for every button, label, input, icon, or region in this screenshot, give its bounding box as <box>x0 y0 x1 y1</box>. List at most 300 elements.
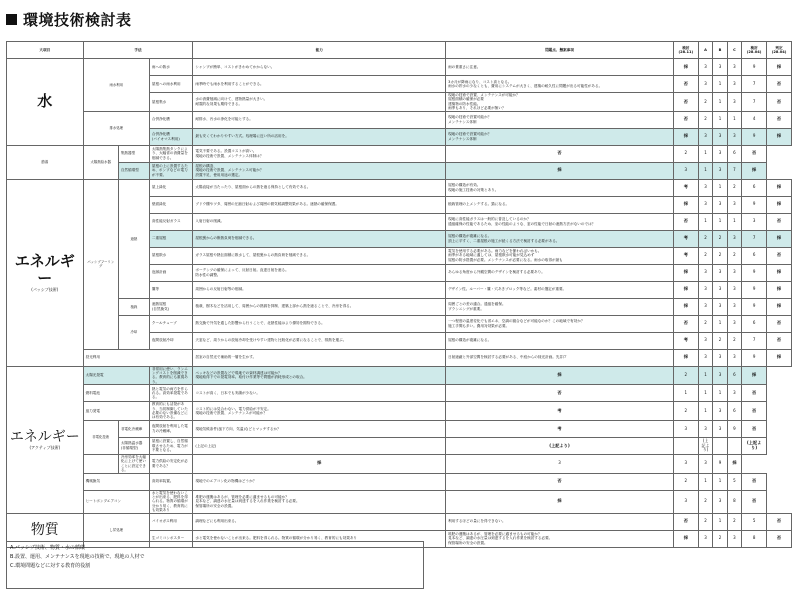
eval-cell: 採 <box>446 162 674 179</box>
eval-cell: 否 <box>673 93 698 112</box>
ability-cell: 高効率装置。 <box>149 473 192 490</box>
score-total-cell: 6 <box>727 402 741 421</box>
judgement-cell: 採 <box>767 264 792 281</box>
header-category: 大項目 <box>7 42 84 59</box>
ability-cell: 天窓など、周りからの放射冷却を受けやすい建物と比較化が必要になることで、排熱を運ぶ。 <box>193 332 446 349</box>
method-cell: 太陽熱温水器(非循環型) <box>118 437 149 454</box>
score-total-cell: 6 <box>742 179 767 196</box>
table-row <box>7 145 792 162</box>
issue-cell: コストが高く、日本でも実績が少ない。 <box>193 385 446 402</box>
score-c-cell: 3 <box>727 349 741 366</box>
score-c-cell: 3 <box>727 281 741 298</box>
score-c-cell: 3 <box>727 128 741 145</box>
score-c-cell: 2 <box>727 332 741 349</box>
group-label: エネルギー <box>9 429 80 446</box>
score-total-cell: 3 <box>727 385 741 402</box>
eval-cell: 考 <box>673 332 698 349</box>
table-row <box>7 420 792 437</box>
score-a-cell: 1 <box>698 213 712 230</box>
issue-cell: コスト的には見合わない。電力供給が不安定。 現地の技術で設置、メンテナンスが可能か？ <box>193 402 446 421</box>
judgement-cell: 採 <box>767 230 792 247</box>
score-c-cell: 2 <box>727 179 741 196</box>
score-a-cell: 2 <box>673 145 698 162</box>
eval-cell: 採 <box>673 128 698 145</box>
score-c-cell: 3 <box>727 59 741 76</box>
ability-cell: 冷房効率を大幅化に上げて使いことに設定できる。 <box>118 454 149 473</box>
score-c-cell: 1 <box>727 213 741 230</box>
score-b-cell: 2 <box>713 247 727 264</box>
score-c-cell: 3 <box>713 490 727 513</box>
score-b-cell: 1 <box>713 76 727 93</box>
judgement-cell: 否 <box>767 213 792 230</box>
score-a-cell: 2 <box>698 230 712 247</box>
method-cell: 壁面緑化 <box>149 196 192 213</box>
score-a-cell: 3 <box>698 196 712 213</box>
score-a-cell: 3 <box>673 420 698 437</box>
score-a-cell: 3 <box>698 128 712 145</box>
eval-cell: 考 <box>673 247 698 264</box>
judgement-cell: 採 <box>767 179 792 196</box>
issue-cell: ベッキなどの設置などで現地での資材調達は可能か？ 現地取得下での発電効率。取付け作業等で問題が消耗形成との取合。 <box>193 366 446 385</box>
score-a-cell: 2 <box>673 473 698 490</box>
judgement-cell: 否 <box>767 530 792 547</box>
group-cell <box>118 179 149 298</box>
score-a-cell: 1 <box>673 385 698 402</box>
score-c-cell: 3 <box>727 196 741 213</box>
ability-cell: 非常用に使い、ランニングコストを削減できる。教育的にも重視あり。 <box>149 366 192 385</box>
score-b-cell: 1 <box>713 213 727 230</box>
issue-cell: デザイン性。ルーバー・簾・穴あきブロック等など。素材の選定が重要。 <box>446 281 674 298</box>
group-cell <box>83 59 149 112</box>
score-b-cell: 3 <box>713 264 727 281</box>
score-b-cell: 3 <box>698 420 712 437</box>
group-cell <box>7 59 84 146</box>
ability-cell: 調理などにも利用出来る。 <box>193 513 446 530</box>
score-c-cell: 3 <box>727 315 741 332</box>
table-row <box>7 111 792 128</box>
judgement-cell: 否 <box>767 513 792 530</box>
score-c-cell: 3 <box>727 298 741 315</box>
issue-cell: 現地でのエアコン化の物機はどうか？ <box>193 473 446 490</box>
method-cell: 昼光利用 <box>83 349 193 366</box>
header-judgement: 判定(28.04) <box>767 42 792 59</box>
score-total-cell: 6 <box>742 247 767 264</box>
table-row <box>7 349 792 366</box>
ability-cell: シャンプが簡単、コストがきわめてかからない。 <box>193 59 446 76</box>
method-cell: バイオガス利用 <box>149 513 192 530</box>
table-row <box>7 513 792 530</box>
issue-cell: 周囲ごとの差の適合。通風を確保。 プランニングが重要。 <box>446 298 674 315</box>
score-b-cell: 2 <box>698 490 712 513</box>
group-cell <box>83 420 118 454</box>
group-label: パッシブフーリング <box>87 260 115 269</box>
score-b-cell: 1 <box>713 93 727 112</box>
judgement-cell: 否 <box>742 385 767 402</box>
score-c-cell: 3 <box>727 93 741 112</box>
score-total-cell: 8 <box>742 530 767 547</box>
table-row <box>7 437 792 454</box>
judgement-cell: 採 <box>767 349 792 366</box>
score-a-cell: 3 <box>446 454 674 473</box>
score-b-cell: 1 <box>713 179 727 196</box>
score-total-cell: 6 <box>727 145 741 162</box>
score-total-cell: 9 <box>742 264 767 281</box>
group-label: 雨水利用 <box>109 82 124 87</box>
ability-cell: 水の消費削減に向けて、建物熱量が大きい。 耐震的な効果も期待できる。 <box>193 93 446 112</box>
legend-item-c: C.環境問題などに対する教育的役割 <box>10 563 91 569</box>
method-cell: 自然循環型 <box>118 162 149 179</box>
score-a-cell: 2 <box>673 366 698 385</box>
score-a-cell: 2 <box>698 247 712 264</box>
group-label: し尿処理 <box>109 528 124 533</box>
score-b-cell: 2 <box>713 332 727 349</box>
score-a-cell: 3 <box>698 264 712 281</box>
judgement-cell: 採 <box>767 281 792 298</box>
judgement-cell: (上記より) <box>742 437 767 454</box>
eval-cell: 否 <box>446 385 674 402</box>
judgement-cell: 否 <box>767 93 792 112</box>
ability-cell: 耐排水、汚水の浄化を可能とする。 <box>193 111 446 128</box>
score-c-cell: 3 <box>713 420 727 437</box>
score-a-cell: 3 <box>698 281 712 298</box>
score-a-cell: 2 <box>698 315 712 332</box>
method-cell: 燃料電池 <box>83 385 149 402</box>
score-c-cell: 3 <box>727 230 741 247</box>
ability-cell: ブドウ棚やツタ、周囲の圧縮日射および周囲の微気候調整効果がある。遮熱の確保保護。 <box>193 196 446 213</box>
ability-cell: 水と電気を使わないことが出来る、肥料を得られる。物質の循環が分かり易く、教育的にも効果あり <box>149 490 192 513</box>
score-total-cell: 4 <box>742 111 767 128</box>
method-cell: 庇縁計画 <box>149 264 192 281</box>
score-total-cell: 8 <box>727 490 741 513</box>
score-c-cell: 1 <box>713 473 727 490</box>
legend-item-a: A.パッシブ技術、物質・水の循環 <box>10 545 85 551</box>
issue-cell: 堆肥の運搬はあるが、管理を必要に適ませるもの可能か？ 見本など、調達の水圧量は到達するを入れ作業を検討する必要。 保管場所の安全の設置。 <box>446 530 674 547</box>
judgement-cell: 採 <box>767 128 792 145</box>
page-title <box>6 9 132 29</box>
method-cell: 屋根への雨水利用 <box>149 76 192 93</box>
header-b: B <box>713 42 727 59</box>
judgement-cell: 採 <box>767 196 792 213</box>
score-total-cell <box>727 437 741 454</box>
ability-cell: 居室の自然光で補助的一層を生かす。 <box>193 349 446 366</box>
group-sublabel: (パッシブ技術) <box>31 287 59 293</box>
score-a-cell: 3 <box>673 490 698 513</box>
method-cell: 集熱器型 <box>118 145 149 162</box>
technology-table <box>6 41 792 548</box>
score-a-cell: 3 <box>698 59 712 76</box>
title-square-icon <box>6 14 17 25</box>
group-label: 節湯 <box>41 160 49 165</box>
score-total-cell: 7 <box>727 162 741 179</box>
group-label: 非電化技術 <box>92 435 110 440</box>
group-cell <box>118 315 149 349</box>
score-b-cell: 3 <box>713 128 727 145</box>
ability-cell: ガラス屋根や熱伝面積に散水して、屋根裏からの熱負荷を削減できる。 <box>193 247 446 264</box>
table-row <box>7 454 792 473</box>
issue-cell: 3カ月が降雨になり、コスト高となる。 雨水の貯水の少なくとも、費用にシステムが大きく、建築の耐久性に問題が出る可能性がある。 <box>446 76 674 93</box>
ability-cell: ポーデンツの確保によって、反射日射。直達日射を遮る。 防水性の調整。 <box>193 264 446 281</box>
method-cell: 合併浄化槽 (バイオマス利用) <box>149 128 192 145</box>
group-label: 植栽 <box>130 304 138 309</box>
method-cell: クールチューブ <box>149 315 192 332</box>
table-row <box>7 179 792 196</box>
method-cell: 夜間放射冷却 <box>149 332 192 349</box>
ability-cell: 太陽熱集熱タンクにより、大幅省の消費量を削減できる。 <box>149 145 192 162</box>
score-b-cell: 2 <box>713 530 727 547</box>
judgement-cell: 否 <box>767 332 792 349</box>
score-c-cell: 3 <box>713 366 727 385</box>
issue-cell: 現地気候条件(風下方向、気温)などとマッチするか？ <box>193 420 446 437</box>
eval-cell: 否 <box>673 76 698 93</box>
score-a-cell: 3 <box>698 76 712 93</box>
ability-cell: 屋根の上に設置するため、ポンプなどの電力が不要。 <box>149 162 192 179</box>
judgement-cell: 否 <box>767 111 792 128</box>
method-cell: 雨への散水 <box>149 59 192 76</box>
judgement-cell: 否 <box>742 490 767 513</box>
score-a-cell <box>673 437 698 454</box>
score-b-cell: (上記より) <box>698 437 712 454</box>
group-label: 水 <box>37 92 53 111</box>
issue-cell: 日射遮蔽と外部空間を検討する必要がある、中庭からの採光計画。先井戸 <box>446 349 674 366</box>
score-total-cell: 5 <box>742 513 767 530</box>
score-b-cell: 3 <box>713 349 727 366</box>
legend-item-b: B.設置、運用、メンテナンスを現地の技術で、現地の人材で <box>10 554 145 560</box>
ability-cell: 屋根に設置し、自然循環させるため、電力が不要となる。 <box>149 437 192 454</box>
group-cell <box>7 179 84 366</box>
issue-cell: 屋根の構造が有効。 現地の施工技術の対策とあり。 <box>446 179 674 196</box>
score-b-cell: 3 <box>713 196 727 213</box>
score-b-cell: 3 <box>713 298 727 315</box>
issue-cell: 電気不要である。設置コストが高い。 現地の技術で設置、メンテナンス体制は？ <box>193 145 446 162</box>
ability-cell: 熱と電気の両方を作られる。高効率発電である。 <box>149 385 192 402</box>
group-label: 物質 <box>30 522 59 539</box>
score-total-cell: 9 <box>742 59 767 76</box>
score-a-cell: 2 <box>673 402 698 421</box>
eval-cell: 採 <box>673 59 698 76</box>
judgement-cell: 否 <box>742 402 767 421</box>
method-cell: ヒートポンプエアコン <box>83 490 149 513</box>
score-a-cell: 3 <box>698 332 712 349</box>
method-cell: 高性能反射ガラス <box>149 213 192 230</box>
eval-cell: 採 <box>673 530 698 547</box>
judgement-cell: 採 <box>767 59 792 76</box>
score-total-cell: 9 <box>742 128 767 145</box>
issue-cell: 現地の技術で設置可能か？ メンテナンス体制 <box>446 111 674 128</box>
method-cell <box>83 454 118 473</box>
group-cell <box>83 111 149 145</box>
score-total-cell: 9 <box>713 454 727 473</box>
score-total-cell: 7 <box>742 332 767 349</box>
score-c-cell: 1 <box>727 111 741 128</box>
score-c-cell <box>713 437 727 454</box>
table-row <box>7 315 792 332</box>
score-b-cell: 1 <box>698 385 712 402</box>
ability-cell: 周囲からの反射日射等の削減。 <box>193 281 446 298</box>
header-eval1: 検討(28.11) <box>673 42 698 59</box>
issue-cell: 電力供給の安定化が必要である？ <box>149 454 192 473</box>
score-c-cell: 3 <box>713 162 727 179</box>
method-cell: 風力発電 <box>83 402 149 421</box>
ability-cell: 教育的にも活発があり、当初制御していた必要のない設備などには有効である。 <box>149 402 192 421</box>
header-issues: 問題点、懸案事項 <box>446 42 674 59</box>
score-c-cell: 3 <box>698 454 712 473</box>
judgement-cell: 否 <box>767 76 792 93</box>
score-total-cell: 5 <box>727 473 741 490</box>
issue-cell: 一つ程度の温度変化でも省エネ、空調の割合などが可能なのか？この地域で有効か？ 施工手間も多い。費用対効果が必要。 <box>446 315 674 332</box>
ability-cell: 夜間放射を利用した電力の冷蔵庫。 <box>149 420 192 437</box>
eval-cell: 否 <box>673 111 698 128</box>
issue-cell: 現地の技術で設置、メンテナンスが可能か？ 屋根面積の確保が必要 建築物の防水性能。 雨季もあり、それほど必要が無い？ <box>446 93 674 112</box>
table-header-row <box>7 42 792 59</box>
score-c-cell: 2 <box>727 513 741 530</box>
title-text: 環境技術検討表 <box>23 10 132 29</box>
score-c-cell: 1 <box>713 385 727 402</box>
score-b-cell: 3 <box>713 59 727 76</box>
group-label: 遮熱 <box>130 236 138 241</box>
score-total-cell: 3 <box>742 213 767 230</box>
table-row <box>7 385 792 402</box>
issue-cell: 現地の技術で設置可能か？ メンテナンス体制 <box>446 128 674 145</box>
ability-cell: 入射日射の削減。 <box>193 213 446 230</box>
score-b-cell: 3 <box>673 454 698 473</box>
eval-cell: 考 <box>673 179 698 196</box>
eval-cell: (上記より) <box>446 437 674 454</box>
method-cell: 二重屋根 <box>149 230 192 247</box>
score-total-cell: 9 <box>742 196 767 213</box>
issue-cell: 雨の貴重さに注意。 <box>446 59 674 76</box>
header-method: 手法 <box>83 42 193 59</box>
score-total-cell: 6 <box>742 315 767 332</box>
table-row <box>7 473 792 490</box>
ability-cell: 水と電気を使わないことが出来る。肥料を得られる。物質の循環が分かり易く、教育的にも効果あり <box>193 530 446 547</box>
score-total-cell: 9 <box>742 349 767 366</box>
table-row <box>7 298 792 315</box>
score-a-cell: 3 <box>673 162 698 179</box>
ability-cell: 太陽直接が当たったり、屋根面からの熱を遮る保持として有効である。 <box>193 179 446 196</box>
eval-cell: 否 <box>673 315 698 332</box>
score-total-cell: 9 <box>742 281 767 298</box>
judgement-cell: 採 <box>742 366 767 385</box>
ability-cell: 雨季時でも雨水を利用することができる。 <box>193 76 446 93</box>
eval-cell: 採 <box>193 454 446 473</box>
eval-cell: 考 <box>673 230 698 247</box>
score-b-cell: 1 <box>698 145 712 162</box>
eval-cell: 採 <box>446 366 674 385</box>
group-cell <box>83 179 118 349</box>
score-total-cell: 6 <box>727 366 741 385</box>
issue-cell: (上記の上記) <box>193 437 446 454</box>
issue-cell: 植栽管理の上メンテする。猫になる。 <box>446 196 674 213</box>
group-cell <box>7 366 84 513</box>
judgement-cell: 否 <box>767 315 792 332</box>
table-row <box>7 366 792 385</box>
judgement-cell: 採 <box>742 162 767 179</box>
score-b-cell: 1 <box>698 162 712 179</box>
table-body <box>7 59 792 548</box>
score-a-cell: 2 <box>698 93 712 112</box>
score-a-cell: 3 <box>698 349 712 366</box>
header-c: C <box>727 42 741 59</box>
eval-cell: 採 <box>673 281 698 298</box>
score-a-cell: 3 <box>698 179 712 196</box>
eval-cell: 否 <box>446 145 674 162</box>
score-a-cell: 3 <box>698 298 712 315</box>
group-label: 冷却 <box>130 330 138 335</box>
score-b-cell: 1 <box>698 366 712 385</box>
eval-cell: 採 <box>673 196 698 213</box>
method-cell: 生ゴミコンポスター <box>149 530 192 547</box>
table-row <box>7 162 792 179</box>
score-total-cell: 9 <box>727 420 741 437</box>
score-b-cell: 1 <box>713 315 727 332</box>
issue-cell: 屋根の構造が複雑になる。 <box>446 332 674 349</box>
issue-cell: 利用するほどの量にを得できない。 <box>446 513 674 530</box>
score-b-cell: 3 <box>713 281 727 298</box>
score-total-cell: 7 <box>742 93 767 112</box>
eval-cell: 考 <box>446 402 674 421</box>
method-cell: 屋根集水 <box>149 93 192 112</box>
group-label: 太陽熱給水器 <box>90 160 111 165</box>
table-row <box>7 59 792 76</box>
score-c-cell: 3 <box>727 76 741 93</box>
score-a-cell: 2 <box>698 513 712 530</box>
method-cell: 合併浄化槽 <box>149 111 192 128</box>
group-cell <box>83 145 118 179</box>
issue-cell: 堆肥の運搬はあるが、管理を必要に適ませるもの可能か？ 見本など、調達の水圧量は到達するを入れ作業を検討する必要。 保管場所の安全の設置。 <box>193 490 446 513</box>
eval-cell: 採 <box>673 349 698 366</box>
header-score: 検討(28.04) <box>742 42 767 59</box>
judgement-cell: 否 <box>742 145 767 162</box>
score-c-cell: 2 <box>727 247 741 264</box>
score-a-cell: 2 <box>698 111 712 128</box>
group-cell <box>118 298 149 315</box>
method-cell: 遮熱屋根 (自然換気) <box>149 298 192 315</box>
issue-cell: 屋根の構造が複雑になる。 頂上に平すく、二重屋根の施工が続くる方法で検討する必要がある。 <box>446 230 674 247</box>
eval-cell: 否 <box>673 213 698 230</box>
group-cell <box>7 145 84 179</box>
eval-cell: 考 <box>446 420 674 437</box>
method-cell: 簾等 <box>149 281 192 298</box>
group-label: 排水処理 <box>109 126 124 131</box>
score-total-cell: 7 <box>742 76 767 93</box>
judgement-cell: 否 <box>767 247 792 264</box>
issue-cell: 屋根の構造、 現地の技術で設置、メンテナンス可能か？ 設置不足、使用用途の選定。 <box>193 162 446 179</box>
score-b-cell: 1 <box>713 513 727 530</box>
method-cell: 機械換気 <box>83 473 149 490</box>
judgement-cell: 採 <box>767 298 792 315</box>
method-cell: 非電化冷蔵庫 <box>118 420 149 437</box>
judgement-cell: 採 <box>727 454 741 473</box>
score-c-cell: 3 <box>727 530 741 547</box>
group-sublabel: (アクティブ技術) <box>29 445 61 451</box>
issue-cell: 電気を使用する必要がある。雨力などを節わればいかも。 雨季がある地域に適しては、屋根散水可能が見込めず 屋根の防水措置が必要。メンテナンスが必要になる。雨水の取得が最も <box>446 247 674 264</box>
score-total-cell: 7 <box>742 230 767 247</box>
header-a: A <box>698 42 712 59</box>
eval-cell: 採 <box>673 264 698 281</box>
table-row <box>7 402 792 421</box>
score-b-cell: 1 <box>713 111 727 128</box>
eval-cell: 否 <box>446 473 674 490</box>
ability-cell: 最も安くてわかりやすい方式。処理場に近い所の活用を。 <box>193 128 446 145</box>
score-c-cell: 3 <box>727 264 741 281</box>
score-b-cell: 2 <box>713 230 727 247</box>
method-cell: 屋根散水 <box>149 247 192 264</box>
score-total-cell: 9 <box>742 298 767 315</box>
method-cell: 太陽光発電 <box>83 366 149 385</box>
eval-cell: 採 <box>446 490 674 513</box>
table-row <box>7 490 792 513</box>
judgement-cell: 否 <box>742 420 767 437</box>
